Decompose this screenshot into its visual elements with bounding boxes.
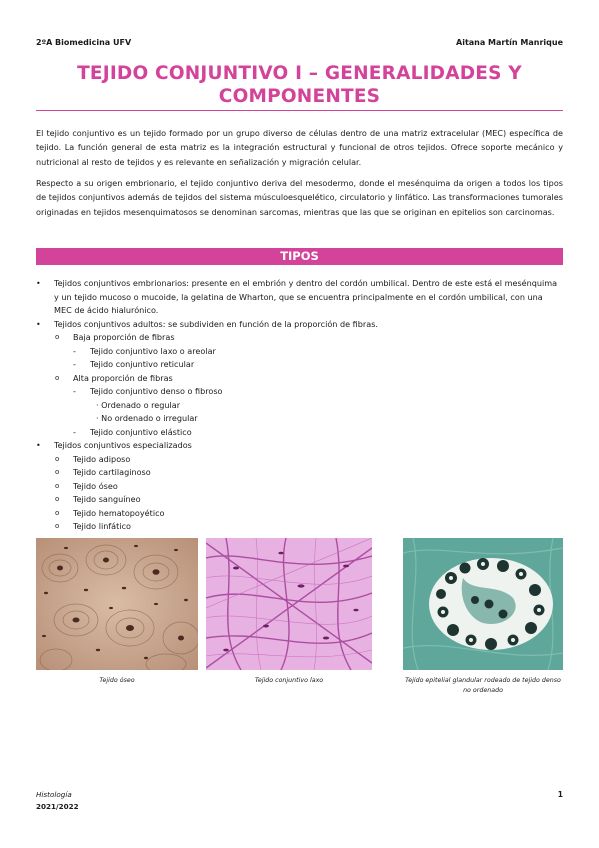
header-author: Aitana Martín Manrique xyxy=(456,38,563,47)
list-item xyxy=(36,412,563,426)
bullet: o xyxy=(55,481,60,490)
bullet: • xyxy=(36,319,41,329)
list-item-text: · No ordenado o irregular xyxy=(96,413,198,423)
list-item-text: Tejido adiposo xyxy=(73,453,131,464)
page-number: 1 xyxy=(557,790,563,799)
list-item xyxy=(36,480,563,494)
list-item xyxy=(36,426,563,440)
page-title: TEJIDO CONJUNTIVO I – GENERALIDADES Y COMPONENTES xyxy=(77,63,522,107)
list-item-text: · Ordenado o regular xyxy=(96,399,181,410)
bullet: o xyxy=(55,373,60,382)
glandular-epithelium-micrograph xyxy=(403,538,563,670)
list-item xyxy=(36,399,563,413)
bullet: o xyxy=(55,333,60,341)
list-item xyxy=(36,277,563,318)
caption-loose: Tejido conjuntivo laxo xyxy=(254,677,324,684)
list-item-text: Tejidos conjuntivos embrionarios: presente en el embrión y dentro del cordón umbilical. Dentro de este está el mesénquima y un tejido mucoso o mucoide, la gelatina de Wharton, que se encuentra principalmente en el cordón umbilical, con una MEC de ácido hialurónico. xyxy=(54,278,558,315)
list-item-text: Tejido óseo xyxy=(73,480,118,491)
origin-paragraph: Respecto a su origen embrionario, el tejido conjuntivo deriva del mesodermo, donde el mesénquima da origen a todos los tipos de tejidos conjuntivos además de tejidos del sistema músculoesquelético, circulatorio y linfático. Las transformaciones tumorales originadas en tejidos mesenquimatosos se denominan sarcomas, mientras que las que se originan en epitelios son carcinomas. xyxy=(36,178,563,217)
bullet: • xyxy=(36,441,41,450)
bullet: - xyxy=(73,386,76,396)
intro-paragraph: El tejido conjuntivo es un tejido formado por un grupo diverso de células dentro de una matriz extracelular (MEC) específica de tejido. La función general de esta matriz es la integración estructural y funcional de otros tejidos. Ofrece soporte mecánico y nutricional al resto de tejidos y es relevante en señalización y migración celular. xyxy=(36,128,563,167)
list-item xyxy=(36,507,563,521)
bullet: • xyxy=(36,279,41,288)
loose-connective-tissue-micrograph xyxy=(206,538,372,670)
list-item xyxy=(36,358,563,372)
list-item-text: Tejido hematopoyético xyxy=(73,507,165,518)
list-item-text: Tejido linfático xyxy=(73,521,131,531)
list-item xyxy=(36,520,563,534)
caption-glandular: Tejido epitelial glandular rodeado de tejido denso no ordenado xyxy=(405,677,561,694)
list-item-text: Tejido cartilaginoso xyxy=(73,467,151,477)
list-item xyxy=(36,466,563,480)
list-item xyxy=(36,318,563,332)
list-item xyxy=(36,493,563,507)
list-item xyxy=(36,331,563,345)
list-item-text: Baja proporción de fibras xyxy=(73,332,175,342)
bullet: - xyxy=(73,345,76,356)
bullet: - xyxy=(73,426,76,437)
types-list xyxy=(36,277,563,534)
footer-year: 2021/2022 xyxy=(36,802,79,811)
bullet: o xyxy=(55,508,60,517)
bone-tissue-micrograph xyxy=(36,538,198,670)
list-item-text: Alta proporción de fibras xyxy=(73,372,173,383)
list-item xyxy=(36,439,563,453)
bullet: - xyxy=(73,359,76,369)
bullet: o xyxy=(55,468,60,476)
bullet: o xyxy=(55,495,60,503)
list-item-text: Tejido conjuntivo reticular xyxy=(90,359,195,369)
list-item-text: Tejidos conjuntivos adultos: se subdividen en función de la proporción de fibras. xyxy=(54,318,378,329)
list-item-text: Tejido conjuntivo elástico xyxy=(90,426,192,437)
list-item xyxy=(36,372,563,386)
bullet: o xyxy=(55,454,60,463)
list-item xyxy=(36,345,563,359)
footer-subject: Histología xyxy=(36,790,72,799)
section-heading-tipos: TIPOS xyxy=(36,248,563,265)
list-item xyxy=(36,385,563,399)
list-item xyxy=(36,453,563,467)
list-item-text: Tejido conjuntivo laxo o areolar xyxy=(90,345,216,356)
title-divider xyxy=(36,110,563,111)
list-item-text: Tejidos conjuntivos especializados xyxy=(54,440,192,450)
list-item-text: Tejido conjuntivo denso o fibroso xyxy=(90,386,223,396)
header-course: 2ºA Biomedicina UFV xyxy=(36,38,132,47)
bullet: o xyxy=(55,522,60,530)
list-item-text: Tejido sanguíneo xyxy=(73,494,141,504)
caption-bone: Tejido óseo xyxy=(99,677,135,684)
